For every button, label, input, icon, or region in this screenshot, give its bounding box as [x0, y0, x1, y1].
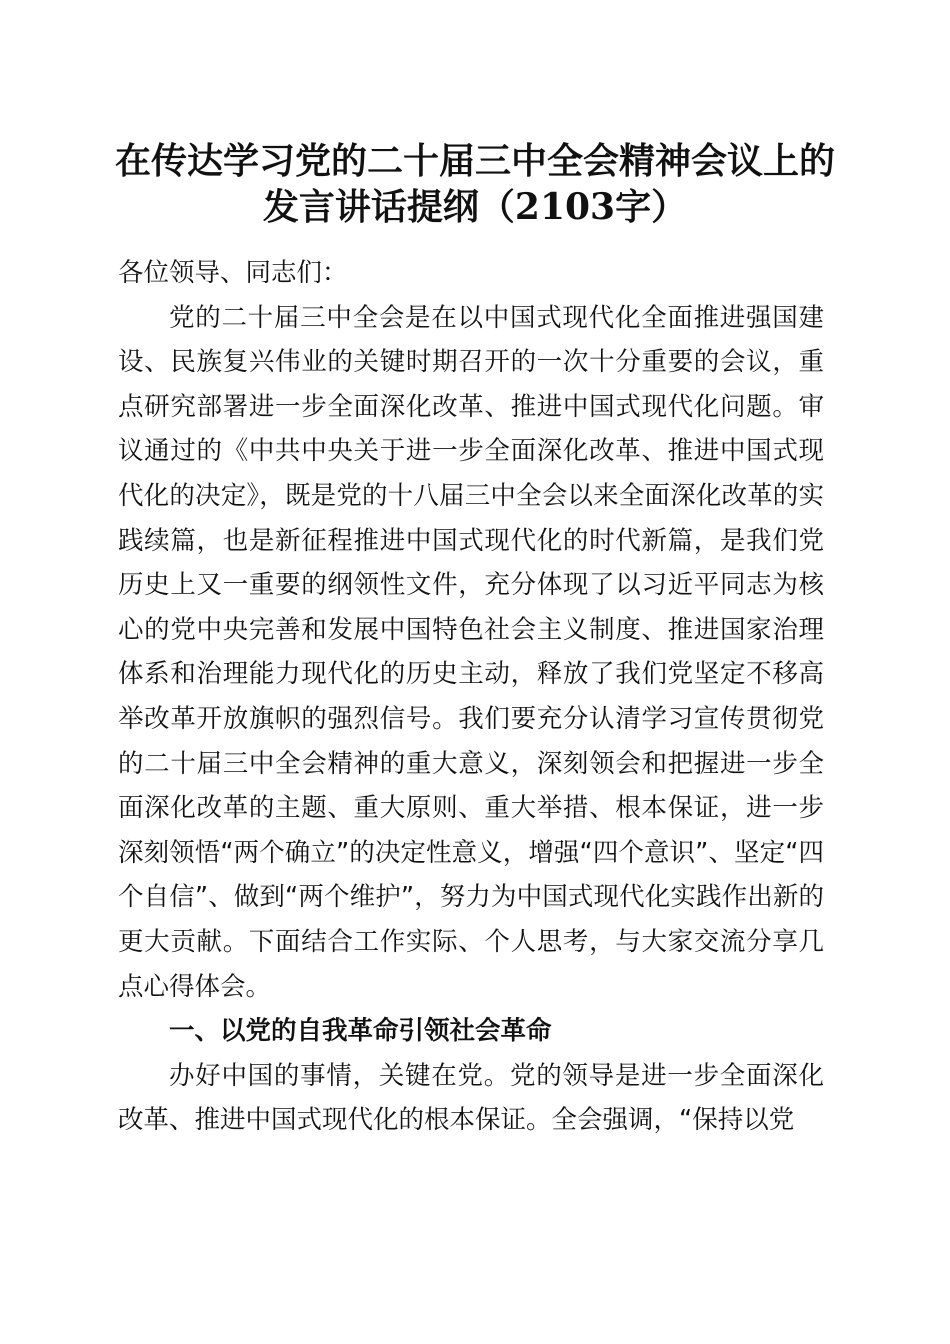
section-heading-1: 一、以党的自我革命引领社会革命 — [169, 1016, 552, 1047]
salutation: 各位领导、同志们： — [118, 258, 348, 288]
document-body — [118, 251, 824, 1143]
paragraph-intro: 党的二十届三中全会是在以中国式现代化全面推进强国建设、民族复兴伟业的关键时期召开的一次十分重要的会议，重点研究部署进一步全面深化改革、推进中国式现代化问题。审议通过的《中共中央关于进一步全面深化改革、推进中国式现代化的决定》，既是党的十八届三中全会以来全面深化改革的实践续篇，也是新征程推进中国式现代化的时代新篇，是我们党历史上又一重要的纲领性文件，充分体现了以习近平同志为核心的党中央完善和发展中国特色社会主义制度、推进国家治理体系和治理能力现代化的历史主动，释放了我们党坚定不移高举改革开放旗帜的强烈信号。我们要充分认清学习宣传贯彻党的二十届三中全会精神的重大意义，深刻领会和把握进一步全面深化改革的主题、重大原则、重大举措、根本保证，进一步深刻领悟“两个确立”的决定性意义，增强“四个意识”、坚定“四个自信”、做到“两个维护”，努力为中国式现代化实践作出新的更大贡献。下面结合工作实际、个人思考，与大家交流分享几点心得体会。 — [118, 302, 824, 1002]
document-title-line2: 发言讲话提纲（2103字） — [262, 186, 688, 228]
paragraph-section-1: 办好中国的事情，关键在党。党的领导是进一步全面深化改革、推进中国式现代化的根本保证。全会强调，“保持以党 — [118, 1060, 824, 1136]
document-title-line1: 在传达学习党的二十届三中全会精神会议上的 — [114, 140, 835, 182]
